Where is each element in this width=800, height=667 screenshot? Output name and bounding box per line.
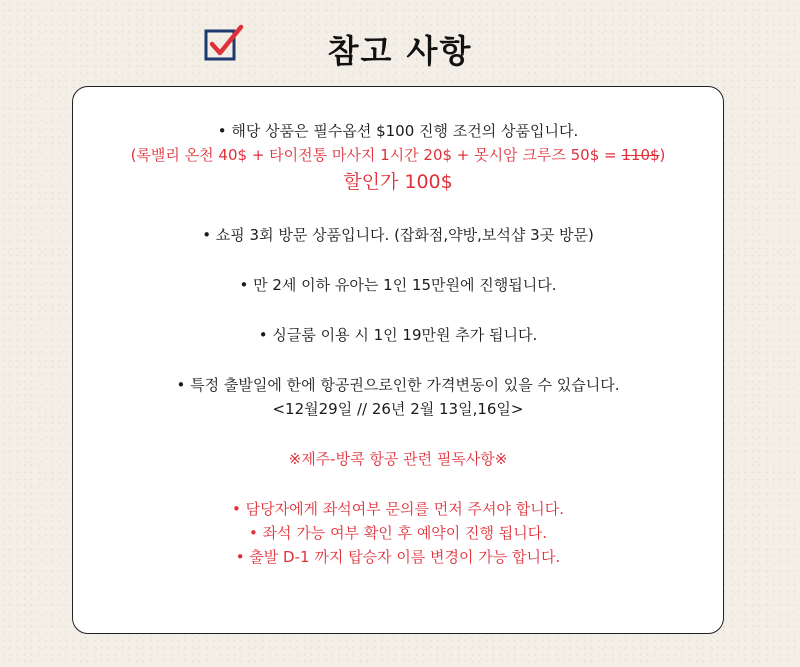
original-price: 110$ [621, 146, 660, 164]
note-required-option: • 해당 상품은 필수옵션 $100 진행 조건의 상품입니다. [217, 122, 579, 140]
note-price-change: • 특정 출발일에 한에 항공권으로인한 가격변동이 있을 수 있습니다. [176, 376, 620, 394]
header [0, 14, 800, 74]
note-price-change-dates: <12월29일 // 26년 2월 13일,16일> [272, 400, 524, 418]
option-breakdown-close: ) [659, 146, 666, 164]
note-option-breakdown [73, 143, 723, 167]
note-single-room: • 싱글룸 이용 시 1인 19만원 추가 됩니다. [258, 326, 538, 344]
note-shopping: • 쇼핑 3회 방문 상품입니다. (잡화점,약방,보석샵 3곳 방문) [202, 226, 594, 244]
flight-notice-item: • 출발 D-1 까지 탑승자 이름 변경이 가능 합니다. [235, 548, 561, 566]
discount-price: 할인가 100$ [343, 171, 453, 193]
flight-notice-item: • 담당자에게 좌석여부 문의를 먼저 주셔야 합니다. [231, 500, 565, 518]
page-title: 참고 사항 [327, 32, 473, 70]
flight-notice-heading: ※제주-방콕 항공 관련 필독사항※ [288, 450, 508, 468]
notes-card [72, 86, 724, 634]
option-breakdown-text: (록밸리 온천 40$ + 타이전통 마사지 1시간 20$ + 못시암 크루즈 50$ = [130, 146, 622, 164]
note-infant-price: • 만 2세 이하 유아는 1인 15만원에 진행됩니다. [239, 276, 557, 294]
flight-notice-item: • 좌석 가능 여부 확인 후 예약이 진행 됩니다. [248, 524, 548, 542]
